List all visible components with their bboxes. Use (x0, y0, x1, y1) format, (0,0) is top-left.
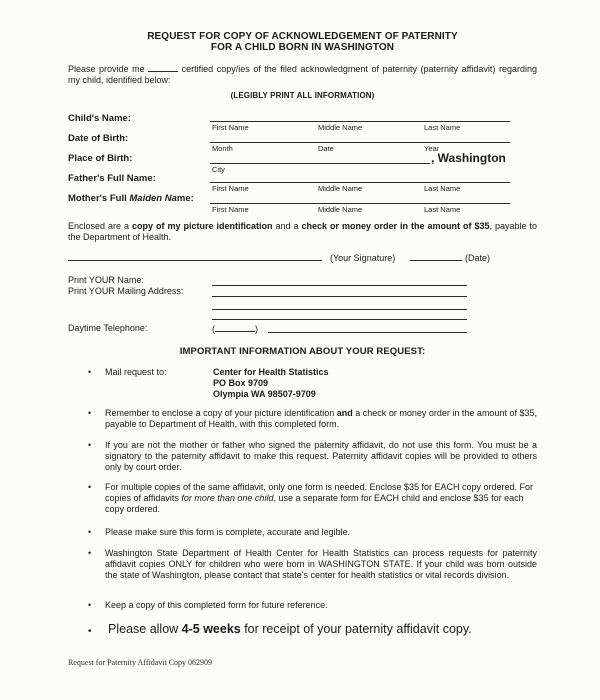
dob-month-sublabel: Month (212, 144, 233, 153)
enclosed-bold-picture-id: copy of my picture identification (132, 221, 273, 231)
mailing-address-label: Print YOUR Mailing Address: (68, 286, 184, 296)
paren-close: ) (255, 324, 258, 334)
bullet-signatory-text: If you are not the mother or father who signed the paternity affidavit, do not use this form. You must be a signatory to the paternity affidavit to make this request. Paternity affidavit copies will be provided to others only by court order. (105, 440, 537, 472)
allow-p1: Please allow (108, 622, 182, 636)
intro-after-blank: certified copy/ies of the filed acknowledgment of paternity (paternity affidavit) regarding my child, identified below: (68, 64, 537, 85)
form-footer-id: Request for Paternity Affidavit Copy 062909 (68, 658, 213, 667)
mail-address-line1: Center for Health Statistics (213, 367, 329, 377)
bullet-legible (68, 527, 537, 538)
remember-p1: Remember to enclose a copy of your picture identification (105, 408, 337, 418)
place-of-birth-city-input-line[interactable] (210, 163, 430, 164)
bullet-remember-text (105, 408, 537, 430)
bullet-dot: • (88, 408, 92, 418)
copies-count-input-line[interactable] (148, 63, 178, 72)
father-last-name-sublabel: Last Name (424, 184, 461, 193)
form-title (68, 31, 537, 53)
mother-middle-name-sublabel: Middle Name (318, 205, 363, 214)
identification-fields (68, 108, 537, 213)
mother-name-input-line[interactable] (210, 203, 510, 204)
mother-last-name-sublabel: Last Name (424, 205, 461, 214)
bullet-allow-weeks (68, 622, 537, 637)
print-name-label: Print YOUR Name: (68, 275, 144, 285)
mother-name-label (68, 193, 194, 204)
date-of-birth-label: Date of Birth: (68, 133, 129, 144)
bullet-keep-copy-text: Keep a copy of this completed form for future reference. (105, 600, 328, 610)
date-caption: (Date) (465, 253, 491, 263)
bullet-legible-text: Please make sure this form is complete, accurate and legible. (105, 527, 351, 537)
mother-first-name-sublabel: First Name (212, 205, 249, 214)
child-first-name-sublabel: First Name (212, 123, 249, 132)
father-first-name-sublabel: First Name (212, 184, 249, 193)
multiple-p1: For multiple copies of the same affidavit, only one form is needed. Enclose $35 for EACH copy ordered. For copies of affidavits (105, 482, 534, 503)
mail-address-line2: PO Box 9709 (213, 377, 269, 388)
remember-bold-and: and (336, 408, 353, 418)
paren-open: ( (212, 324, 215, 334)
remember-p2: a check or money order in the amount of $35, payable to Department of Health, with this completed form. (105, 408, 538, 429)
mother-label-suffix: me: (176, 193, 194, 204)
dob-date-sublabel: Date (318, 144, 334, 153)
form-title-line2: FOR A CHILD BORN IN WASHINGTON (210, 42, 395, 53)
print-instruction: (LEGIBLY PRINT ALL INFORMATION) (230, 91, 375, 100)
place-of-birth-label: Place of Birth: (68, 153, 133, 164)
signature-input-line[interactable] (68, 252, 322, 261)
form-title-line1: REQUEST FOR COPY OF ACKNOWLEDGEMENT OF PATERNITY (147, 31, 458, 42)
bullet-multiple-copies (68, 482, 537, 515)
contact-block (68, 274, 537, 336)
phone-number-input-line[interactable] (268, 332, 467, 333)
mail-request-label: Mail request to: (105, 367, 167, 377)
bullet-dot: • (88, 600, 92, 610)
bullet-remember (68, 408, 537, 430)
pob-city-sublabel: City (212, 165, 225, 174)
father-name-label: Father's Full Name: (68, 173, 156, 184)
enclosed-paragraph (68, 221, 537, 243)
mail-address-line3: Olympia WA 98507-9709 (213, 388, 316, 399)
enclosed-p3: , payable to the Department of Health. (68, 221, 537, 242)
daytime-telephone-label: Daytime Telephone: (68, 323, 148, 333)
important-info-title: IMPORTANT INFORMATION ABOUT YOUR REQUEST: (179, 346, 426, 357)
bullet-keep-copy (68, 600, 537, 611)
bullet-mail-request (68, 367, 537, 399)
mail-address (213, 367, 537, 399)
multiple-p2: , use a separate form for EACH child and enclose $35 for each copy ordered. (105, 493, 524, 514)
allow-bold-weeks: 4-5 weeks (181, 622, 241, 636)
mailing-address-input-line-2[interactable] (212, 309, 467, 310)
bullet-dot: • (88, 367, 92, 377)
enclosed-p2: and a (272, 221, 302, 231)
date-of-birth-input-line[interactable] (210, 142, 510, 143)
mother-label-italic: Maiden Na (129, 193, 177, 204)
father-middle-name-sublabel: Middle Name (318, 184, 363, 193)
bullet-multiple-copies-text (105, 482, 537, 515)
child-last-name-sublabel: Last Name (424, 123, 461, 132)
intro-before-blank: Please provide me (68, 64, 145, 74)
signature-row (68, 252, 537, 266)
bullet-dot: • (88, 440, 92, 450)
bullet-dot: • (88, 482, 92, 492)
bullet-washington-only-text: Washington State Department of Health Center for Health Statistics can process requests for paternity affidavit copies ONLY for children who were born in WASHINGTON STATE. If your child was born outside the state of Washington, please contact that state's center for health statistics or vital records division. (105, 548, 537, 580)
child-name-input-line[interactable] (210, 121, 510, 122)
enclosed-bold-check: check or money order in the amount of $35 (301, 221, 490, 231)
area-code-input-line[interactable] (215, 323, 255, 332)
bullet-dot: • (88, 626, 92, 637)
intro-paragraph (68, 63, 537, 86)
signature-caption: (Your Signature) (330, 253, 396, 263)
bullet-washington-only (68, 548, 537, 581)
multiple-italic: for more than one child (181, 493, 274, 503)
dob-year-sublabel: Year (424, 144, 440, 153)
date-input-line[interactable] (410, 252, 462, 261)
child-middle-name-sublabel: Middle Name (318, 123, 363, 132)
child-name-label: Child's Name: (68, 113, 131, 124)
allow-p2: for receipt of your paternity affidavit copy. (240, 622, 472, 636)
bullet-dot: • (88, 527, 92, 537)
enclosed-p1: Enclosed are a (68, 221, 133, 231)
mailing-address-input-line-3[interactable] (212, 319, 467, 320)
phone-area-code-field[interactable] (212, 323, 258, 335)
bullet-signatory (68, 440, 537, 473)
father-name-input-line[interactable] (210, 182, 510, 183)
bullet-dot: • (88, 548, 92, 558)
mailing-address-input-line-1[interactable] (212, 296, 467, 297)
bullet-allow-weeks-text (108, 622, 537, 637)
washington-suffix: , Washington (431, 151, 506, 165)
print-name-input-line[interactable] (212, 285, 467, 286)
mother-label-prefix: Mother's Full (68, 193, 130, 204)
